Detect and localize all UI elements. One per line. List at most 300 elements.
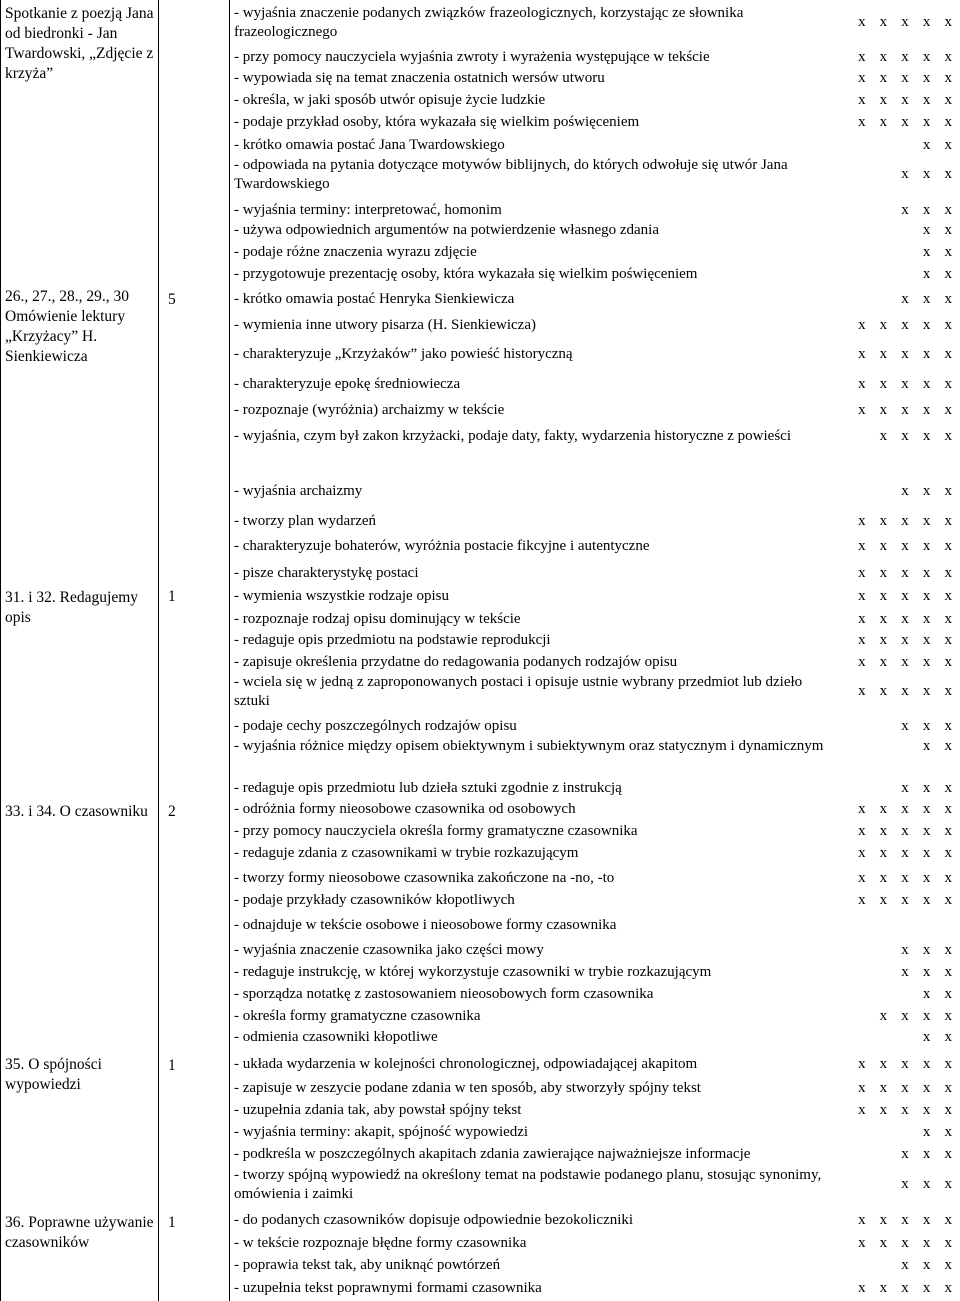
grade-mark: x <box>879 870 888 886</box>
grade-mark: x <box>858 892 866 908</box>
grade-mark: x <box>879 1008 888 1024</box>
grade-marks <box>841 1233 959 1253</box>
lesson-title: 33. i 34. O czasowniku <box>5 803 148 820</box>
requirement-text: - wyjaśnia terminy: interpretować, homonim <box>234 202 502 218</box>
grade-mark: x <box>879 1102 888 1118</box>
grade-mark: x <box>858 1212 866 1228</box>
grade-mark: x <box>901 780 909 796</box>
grade-mark: x <box>922 70 931 86</box>
requirement-text: - zapisuje określenia przydatne do redagowania podanych rodzajów opisu <box>234 654 678 670</box>
grade-mark: x <box>858 70 866 86</box>
requirement-row <box>234 156 959 193</box>
requirement-text: - wyjaśnia, czym był zakon krzyżacki, podaje daty, fakty, wydarzenia historyczne z powieści <box>234 428 791 444</box>
grade-mark: x <box>944 166 952 183</box>
grade-mark: x <box>879 632 888 648</box>
grade-mark: x <box>944 1124 952 1140</box>
grade-mark: x <box>944 266 952 282</box>
lesson-title: 36. Poprawne używanie czasowników <box>5 1214 154 1251</box>
grade-mark: x <box>944 376 952 392</box>
grade-marks <box>841 778 959 798</box>
requirement-text: - uzupełnia zdania tak, aby powstał spójny tekst <box>234 1102 522 1118</box>
grade-mark: x <box>901 428 909 444</box>
requirement-row <box>234 90 959 110</box>
grade-mark: x <box>944 513 952 529</box>
grade-mark: x <box>944 654 952 670</box>
grade-marks <box>841 682 959 701</box>
grade-mark: x <box>901 654 909 670</box>
grade-marks <box>841 536 959 556</box>
requirement-row <box>234 112 959 132</box>
grade-marks <box>841 400 959 420</box>
requirement-row <box>234 289 959 309</box>
grade-mark: x <box>944 565 952 581</box>
requirement-row <box>234 673 959 710</box>
requirement-text: - redaguje opis przedmiotu na podstawie reprodukcji <box>234 632 551 648</box>
requirement-text: - wyjaśnia terminy: akapit, spójność wypowiedzi <box>234 1124 529 1140</box>
grade-mark: x <box>922 1176 931 1193</box>
requirement-text: - podaje cechy poszczególnych rodzajów opisu <box>234 718 517 734</box>
grade-mark: x <box>879 823 888 839</box>
grade-mark: x <box>922 1212 931 1228</box>
requirement-row <box>234 799 959 819</box>
grade-mark: x <box>879 1212 888 1228</box>
grade-mark: x <box>944 892 952 908</box>
grade-mark: x <box>901 892 909 908</box>
grade-mark: x <box>858 346 866 362</box>
grade-mark: x <box>858 801 866 817</box>
grade-mark: x <box>944 222 952 238</box>
grade-mark: x <box>901 1146 909 1162</box>
grade-mark: x <box>879 92 888 108</box>
grade-mark: x <box>901 870 909 886</box>
grade-mark: x <box>858 317 866 333</box>
grade-mark: x <box>922 845 931 861</box>
grade-mark: x <box>879 892 888 908</box>
grade-mark: x <box>944 402 952 418</box>
requirement-text: - wymienia inne utwory pisarza (H. Sienkiewicza) <box>234 317 536 333</box>
grade-mark: x <box>944 1008 952 1024</box>
grade-mark: x <box>922 632 931 648</box>
requirement-text: - układa wydarzenia w kolejności chronologicznej, odpowiadającej akapitom <box>234 1056 698 1072</box>
grade-mark: x <box>922 402 931 418</box>
grade-mark: x <box>858 1080 866 1096</box>
requirement-text: - wypowiada się na temat znaczenia ostatnich wersów utworu <box>234 70 605 86</box>
grade-mark: x <box>944 137 952 153</box>
grade-mark: x <box>944 683 952 700</box>
grade-marks <box>841 843 959 863</box>
requirement-text: - podaje przykład osoby, która wykazała się wielkim poświęceniem <box>234 114 640 130</box>
grade-mark: x <box>901 823 909 839</box>
grade-mark: x <box>901 14 909 31</box>
grade-mark: x <box>879 70 888 86</box>
requirement-text: - rozpoznaje (wyróżnia) archaizmy w tekście <box>234 402 505 418</box>
requirement-text: - redaguje zdania z czasownikami w trybie rozkazującym <box>234 845 579 861</box>
requirement-text: - pisze charakterystykę postaci <box>234 565 419 581</box>
grade-mark: x <box>922 346 931 362</box>
grade-mark: x <box>922 1056 931 1072</box>
grade-mark: x <box>944 1146 952 1162</box>
requirement-text: - krótko omawia postać Jana Twardowskiego <box>234 137 505 153</box>
grade-mark: x <box>879 565 888 581</box>
grade-marks <box>841 13 959 32</box>
requirement-text: - odmienia czasowniki kłopotliwe <box>234 1029 438 1045</box>
grade-mark: x <box>922 317 931 333</box>
requirement-row <box>234 586 959 606</box>
grade-marks <box>841 1027 959 1047</box>
grade-mark: x <box>879 801 888 817</box>
grade-marks <box>841 609 959 629</box>
grade-mark: x <box>858 1280 866 1296</box>
requirement-row <box>234 264 959 284</box>
grade-mark: x <box>922 1029 931 1045</box>
grade-mark: x <box>901 1257 909 1273</box>
requirement-text: - charakteryzuje bohaterów, wyróżnia postacie fikcyjne i autentyczne <box>234 538 650 554</box>
grade-mark: x <box>944 942 952 958</box>
grade-mark: x <box>879 1280 888 1296</box>
grade-mark: x <box>901 202 909 218</box>
requirement-text: - określa formy gramatyczne czasownika <box>234 1008 481 1024</box>
grade-marks <box>841 68 959 88</box>
grade-mark: x <box>879 611 888 627</box>
grade-mark: x <box>922 683 931 700</box>
requirement-text: - odróżnia formy nieosobowe czasownika od osobowych <box>234 801 576 817</box>
requirement-row <box>234 1078 959 1098</box>
requirement-row <box>234 135 959 155</box>
grade-mark: x <box>922 1008 931 1024</box>
grade-mark: x <box>879 1235 888 1251</box>
grade-mark: x <box>922 986 931 1002</box>
lesson-title: Spotkanie z poezją Jana od biedronki - Jan Twardowski, „Zdjęcie z krzyża” <box>5 5 154 82</box>
lesson-title: 35. O spójności wypowiedzi <box>5 1056 102 1093</box>
grade-mark: x <box>901 588 909 604</box>
lesson-hours: 2 <box>168 803 176 820</box>
grade-mark: x <box>944 588 952 604</box>
requirement-text: - sporządza notatkę z zastosowaniem nieosobowych form czasownika <box>234 986 654 1002</box>
lesson-title: 31. i 32. Redagujemy opis <box>5 589 139 626</box>
grade-mark: x <box>922 870 931 886</box>
grade-mark: x <box>922 428 931 444</box>
grade-mark: x <box>944 291 952 307</box>
grade-mark: x <box>944 823 952 839</box>
grade-mark: x <box>944 49 952 65</box>
grade-mark: x <box>922 654 931 670</box>
requirement-row <box>234 1233 959 1253</box>
grade-mark: x <box>922 166 931 183</box>
grade-mark: x <box>901 92 909 108</box>
requirement-row <box>234 68 959 88</box>
grade-mark: x <box>901 718 909 734</box>
grade-mark: x <box>944 538 952 554</box>
requirement-row <box>234 962 959 982</box>
grade-mark: x <box>901 317 909 333</box>
grade-mark: x <box>901 49 909 65</box>
grade-marks <box>841 511 959 531</box>
grade-mark: x <box>922 114 931 130</box>
grade-marks <box>841 1175 959 1194</box>
requirement-text: - rozpoznaje rodzaj opisu dominujący w tekście <box>234 611 521 627</box>
requirement-text: - podaje przykłady czasowników kłopotliwych <box>234 892 515 908</box>
grade-mark: x <box>858 513 866 529</box>
grade-mark: x <box>944 1056 952 1072</box>
grade-mark: x <box>901 1176 909 1193</box>
grade-mark: x <box>901 1212 909 1228</box>
requirement-row <box>234 652 959 672</box>
lesson-hours: 1 <box>168 588 176 605</box>
grade-mark: x <box>922 49 931 65</box>
requirement-row <box>234 1210 959 1230</box>
requirement-text: - tworzy plan wydarzeń <box>234 513 377 529</box>
grade-mark: x <box>901 565 909 581</box>
grade-mark: x <box>879 1056 888 1072</box>
grade-mark: x <box>879 654 888 670</box>
requirement-row <box>234 242 959 262</box>
grade-marks <box>841 586 959 606</box>
grade-mark: x <box>858 632 866 648</box>
requirement-row <box>234 427 959 446</box>
grade-mark: x <box>944 801 952 817</box>
grade-marks <box>841 799 959 819</box>
grade-mark: x <box>858 1056 866 1072</box>
grade-mark: x <box>944 92 952 108</box>
grade-mark: x <box>901 1080 909 1096</box>
grade-mark: x <box>858 845 866 861</box>
grade-marks <box>841 1078 959 1098</box>
grade-mark: x <box>922 92 931 108</box>
grade-mark: x <box>944 483 952 499</box>
requirement-row <box>234 630 959 650</box>
grade-mark: x <box>944 1280 952 1296</box>
grade-marks <box>841 242 959 262</box>
grade-mark: x <box>944 114 952 130</box>
grade-mark: x <box>922 565 931 581</box>
grade-mark: x <box>901 346 909 362</box>
lesson-hours: 1 <box>168 1057 176 1074</box>
requirement-text: - przy pomocy nauczyciela określa formy gramatyczne czasownika <box>234 823 638 839</box>
grade-mark: x <box>944 1029 952 1045</box>
requirement-text: - podkreśla w poszczególnych akapitach zdania zawierające najważniejsze informacje <box>234 1146 751 1162</box>
grade-marks <box>841 1278 959 1298</box>
grade-mark: x <box>922 942 931 958</box>
grade-marks <box>841 344 959 364</box>
grade-marks <box>841 962 959 982</box>
grade-mark: x <box>922 1124 931 1140</box>
grade-marks <box>841 1255 959 1275</box>
grade-marks <box>841 1054 959 1074</box>
grade-mark: x <box>922 266 931 282</box>
grade-mark: x <box>858 654 866 670</box>
grade-mark: x <box>879 538 888 554</box>
grade-mark: x <box>944 1176 952 1193</box>
grade-mark: x <box>922 823 931 839</box>
requirement-text: - wyjaśnia znaczenie podanych związków frazeologicznych, korzystając ze słownika frazeologicznego <box>234 5 744 40</box>
requirement-row <box>234 1006 959 1026</box>
requirement-row <box>234 563 959 583</box>
requirement-row <box>234 1100 959 1120</box>
grade-mark: x <box>944 1235 952 1251</box>
column-divider-lesson <box>158 0 159 1301</box>
grade-mark: x <box>858 49 866 65</box>
requirement-row <box>234 481 959 501</box>
grade-mark: x <box>901 376 909 392</box>
grade-mark: x <box>922 513 931 529</box>
grade-mark: x <box>901 683 909 700</box>
requirement-row <box>234 915 959 935</box>
grade-mark: x <box>944 14 952 31</box>
requirement-text: - do podanych czasowników dopisuje odpowiednie bezokoliczniki <box>234 1212 634 1228</box>
requirement-row <box>234 1166 959 1203</box>
grade-mark: x <box>879 1080 888 1096</box>
grade-marks <box>841 200 959 220</box>
grade-marks <box>841 890 959 910</box>
grade-mark: x <box>879 513 888 529</box>
grade-mark: x <box>901 1056 909 1072</box>
grade-marks <box>841 630 959 650</box>
grade-mark: x <box>922 964 931 980</box>
grade-mark: x <box>922 1102 931 1118</box>
grade-mark: x <box>922 483 931 499</box>
grade-mark: x <box>944 317 952 333</box>
grade-mark: x <box>879 845 888 861</box>
grade-marks <box>841 737 959 756</box>
requirement-row <box>234 511 959 531</box>
grade-mark: x <box>944 202 952 218</box>
grade-mark: x <box>879 402 888 418</box>
grade-mark: x <box>901 1008 909 1024</box>
grade-marks <box>841 716 959 736</box>
grade-mark: x <box>858 14 866 31</box>
requirement-text: - charakteryzuje epokę średniowiecza <box>234 376 461 392</box>
grade-mark: x <box>922 1257 931 1273</box>
grade-mark: x <box>858 611 866 627</box>
grade-mark: x <box>944 780 952 796</box>
requirement-text: - tworzy spójną wypowiedź na określony temat na podstawie podanego planu, stosując synonimy, omówienia i zaimki <box>234 1167 822 1202</box>
grade-mark: x <box>901 1280 909 1296</box>
grade-mark: x <box>944 346 952 362</box>
requirement-row <box>234 821 959 841</box>
grade-mark: x <box>858 683 866 700</box>
requirement-text: - charakteryzuje „Krzyżaków” jako powieść historyczną <box>234 346 573 362</box>
requirement-row <box>234 778 959 798</box>
requirement-row <box>234 1054 959 1074</box>
grade-marks <box>841 1144 959 1164</box>
requirement-row <box>234 47 959 67</box>
requirement-text: - wyjaśnia znaczenie czasownika jako części mowy <box>234 942 544 958</box>
grade-mark: x <box>922 738 931 754</box>
grade-mark: x <box>922 244 931 260</box>
grade-mark: x <box>944 738 952 754</box>
requirement-row <box>234 868 959 888</box>
column-divider-hours <box>229 0 230 1301</box>
grade-mark: x <box>879 428 888 444</box>
grade-marks <box>841 940 959 960</box>
requirement-row <box>234 1122 959 1142</box>
grade-mark: x <box>901 483 909 499</box>
grade-mark: x <box>922 222 931 238</box>
requirement-row <box>234 890 959 910</box>
grade-marks <box>841 1122 959 1142</box>
grade-mark: x <box>858 376 866 392</box>
requirement-text: - uzupełnia tekst poprawnymi formami czasownika <box>234 1280 542 1296</box>
grade-mark: x <box>944 1102 952 1118</box>
requirement-row <box>234 940 959 960</box>
requirement-row <box>234 609 959 629</box>
grade-mark: x <box>901 611 909 627</box>
requirement-text: - używa odpowiednich argumentów na potwierdzenie własnego zdania <box>234 222 659 238</box>
requirement-row <box>234 737 959 756</box>
grade-marks <box>841 563 959 583</box>
grade-mark: x <box>879 49 888 65</box>
grade-mark: x <box>922 202 931 218</box>
grade-mark: x <box>944 964 952 980</box>
grade-mark: x <box>901 632 909 648</box>
requirement-text: - redaguje opis przedmiotu lub dzieła sztuki zgodnie z instrukcją <box>234 780 622 796</box>
grade-mark: x <box>901 402 909 418</box>
requirement-text: - określa, w jaki sposób utwór opisuje życie ludzkie <box>234 92 546 108</box>
requirement-text: - przygotowuje prezentację osoby, która wykazała się wielkim poświęceniem <box>234 266 698 282</box>
grade-mark: x <box>922 1280 931 1296</box>
grade-mark: x <box>879 346 888 362</box>
grade-mark: x <box>922 1146 931 1162</box>
grade-mark: x <box>922 718 931 734</box>
grade-marks <box>841 1006 959 1026</box>
requirement-row <box>234 1278 959 1298</box>
grade-mark: x <box>922 801 931 817</box>
requirement-text: - wyjaśnia archaizmy <box>234 483 363 499</box>
requirement-row <box>234 220 959 240</box>
grade-mark: x <box>901 291 909 307</box>
grade-marks <box>841 165 959 184</box>
grade-mark: x <box>901 166 909 183</box>
requirement-row <box>234 843 959 863</box>
requirement-text: - wymienia wszystkie rodzaje opisu <box>234 588 449 604</box>
grade-mark: x <box>858 538 866 554</box>
grade-mark: x <box>922 1080 931 1096</box>
requirement-row <box>234 1027 959 1047</box>
grade-mark: x <box>944 244 952 260</box>
grade-marks <box>841 868 959 888</box>
grade-marks <box>841 47 959 67</box>
requirement-row <box>234 1144 959 1164</box>
grade-mark: x <box>901 845 909 861</box>
grade-mark: x <box>858 565 866 581</box>
table-left-border <box>0 0 1 1301</box>
grade-mark: x <box>879 114 888 130</box>
grade-marks <box>841 821 959 841</box>
requirement-text: - w tekście rozpoznaje błędne formy czasownika <box>234 1235 527 1251</box>
requirement-text: - wciela się w jedną z zaproponowanych postaci i opisuje ustnie wybrany przedmiot lub dzieło sztuki <box>234 674 803 709</box>
grade-marks <box>841 984 959 1004</box>
grade-marks <box>841 427 959 446</box>
grade-mark: x <box>858 1102 866 1118</box>
grade-mark: x <box>879 683 888 700</box>
grade-marks <box>841 289 959 309</box>
requirement-text: - poprawia tekst tak, aby uniknąć powtórzeń <box>234 1257 501 1273</box>
grade-mark: x <box>944 1257 952 1273</box>
grade-marks <box>841 264 959 284</box>
grade-mark: x <box>944 632 952 648</box>
requirement-row <box>234 4 959 41</box>
requirement-text: - wyjaśnia różnice między opisem obiektywnym i subiektywnym oraz statycznym i dynamicznym <box>234 738 824 754</box>
grade-mark: x <box>901 942 909 958</box>
grade-mark: x <box>901 513 909 529</box>
grade-mark: x <box>922 588 931 604</box>
grade-mark: x <box>922 376 931 392</box>
grade-marks <box>841 1100 959 1120</box>
requirement-row <box>234 344 959 364</box>
lesson-hours: 1 <box>168 1214 176 1231</box>
requirement-row <box>234 1255 959 1275</box>
lesson-hours: 5 <box>168 291 176 308</box>
